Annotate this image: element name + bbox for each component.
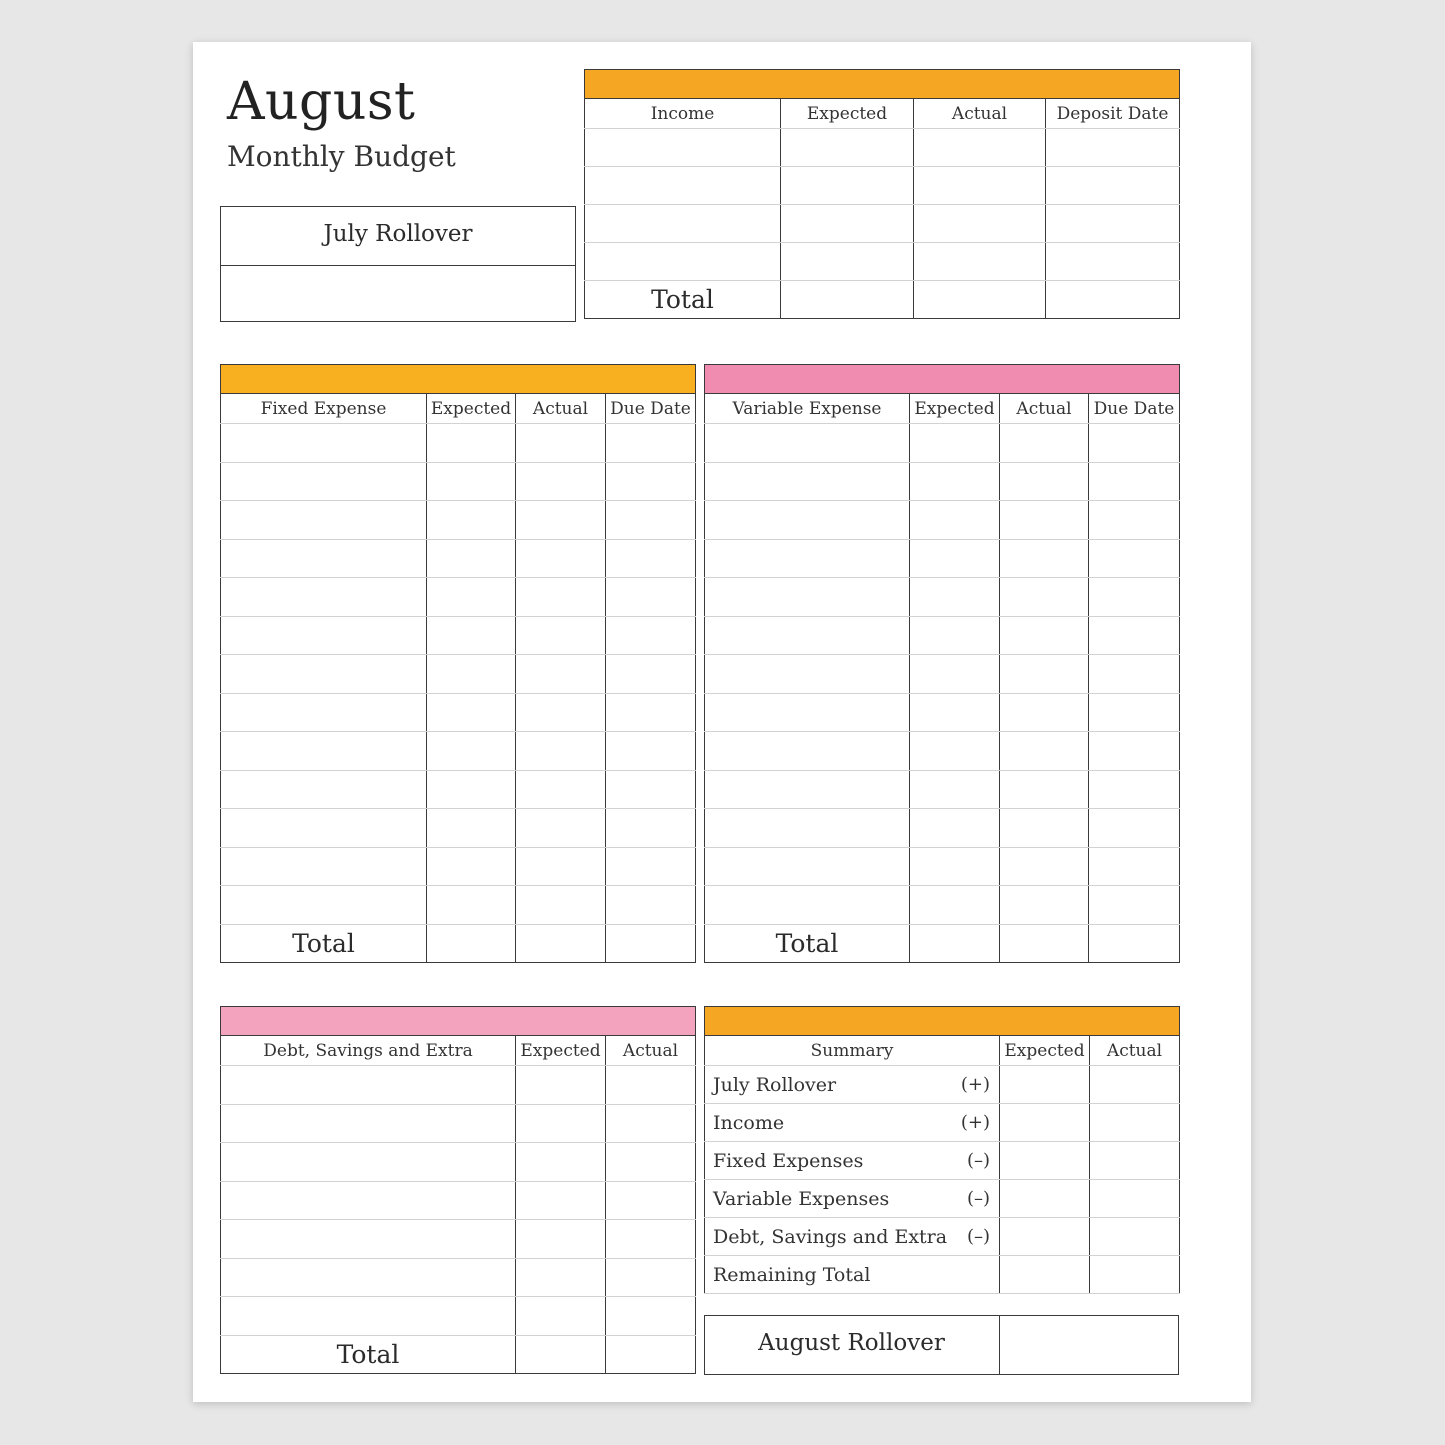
variable-cell[interactable] xyxy=(1089,501,1180,540)
variable-expense-table xyxy=(704,364,1180,963)
fixed-total-date[interactable] xyxy=(606,924,696,962)
table-row xyxy=(705,886,1180,925)
fixed-cell[interactable] xyxy=(516,809,606,848)
table-row xyxy=(221,1104,696,1143)
table-row xyxy=(221,886,696,925)
fixed-cell[interactable] xyxy=(221,578,427,617)
fixed-cell[interactable] xyxy=(221,847,427,886)
fixed-expense-table xyxy=(220,364,696,963)
fixed-col-expected: Expected xyxy=(427,394,516,424)
summary-cell[interactable] xyxy=(1000,1066,1090,1104)
fixed-cell[interactable] xyxy=(221,655,427,694)
summary-row-label: Fixed Expenses xyxy=(713,1149,864,1172)
variable-cell[interactable] xyxy=(910,809,1000,848)
variable-cell[interactable] xyxy=(1000,770,1089,809)
variable-cell[interactable] xyxy=(1089,732,1180,771)
variable-cell[interactable] xyxy=(705,809,910,848)
debt-cell[interactable] xyxy=(516,1258,606,1297)
august-rollover-value[interactable] xyxy=(1001,1316,1178,1374)
summary-row-label: Debt, Savings and Extra xyxy=(713,1225,948,1248)
fixed-cell[interactable] xyxy=(516,462,606,501)
income-col-actual: Actual xyxy=(914,99,1046,129)
variable-cell[interactable] xyxy=(1000,424,1089,463)
income-cell[interactable] xyxy=(781,243,914,281)
fixed-cell[interactable] xyxy=(606,693,696,732)
summary-cell[interactable] xyxy=(1000,1256,1090,1294)
debt-cell[interactable] xyxy=(606,1258,696,1297)
debt-col-item: Debt, Savings and Extra xyxy=(221,1036,516,1066)
summary-table xyxy=(704,1006,1180,1294)
fixed-cell[interactable] xyxy=(606,539,696,578)
summary-cell[interactable] xyxy=(1090,1180,1180,1218)
debt-cell[interactable] xyxy=(221,1066,516,1105)
fixed-cell[interactable] xyxy=(427,732,516,771)
fixed-cell[interactable] xyxy=(221,539,427,578)
income-total-actual[interactable] xyxy=(914,281,1046,319)
variable-cell[interactable] xyxy=(705,462,910,501)
income-color-bar xyxy=(585,70,1180,99)
income-cell[interactable] xyxy=(585,243,781,281)
variable-cell[interactable] xyxy=(1089,539,1180,578)
variable-cell[interactable] xyxy=(1089,578,1180,617)
fixed-total-actual[interactable] xyxy=(516,924,606,962)
fixed-cell[interactable] xyxy=(606,770,696,809)
fixed-cell[interactable] xyxy=(221,886,427,925)
fixed-cell[interactable] xyxy=(221,462,427,501)
fixed-cell[interactable] xyxy=(427,616,516,655)
variable-cell[interactable] xyxy=(1000,616,1089,655)
minus-sign: (–) xyxy=(966,1149,990,1171)
table-row xyxy=(705,539,1180,578)
table-row xyxy=(705,732,1180,771)
variable-cell[interactable] xyxy=(705,501,910,540)
fixed-col-expense: Fixed Expense xyxy=(221,394,427,424)
income-cell[interactable] xyxy=(914,243,1046,281)
income-cell[interactable] xyxy=(914,129,1046,167)
table-row xyxy=(705,501,1180,540)
variable-cell[interactable] xyxy=(1000,578,1089,617)
summary-row-remaining-total xyxy=(705,1256,1180,1294)
summary-cell[interactable] xyxy=(1000,1218,1090,1256)
table-row xyxy=(221,1066,696,1105)
variable-cell[interactable] xyxy=(705,770,910,809)
table-row xyxy=(221,770,696,809)
income-cell[interactable] xyxy=(585,129,781,167)
variable-cell[interactable] xyxy=(705,732,910,771)
fixed-cell[interactable] xyxy=(606,462,696,501)
summary-color-bar xyxy=(705,1007,1180,1036)
variable-cell[interactable] xyxy=(1000,809,1089,848)
summary-row-label: Income xyxy=(713,1111,785,1134)
summary-cell[interactable] xyxy=(1000,1142,1090,1180)
fixed-cell[interactable] xyxy=(427,539,516,578)
fixed-cell[interactable] xyxy=(427,501,516,540)
debt-cell[interactable] xyxy=(516,1066,606,1105)
fixed-col-due-date: Due Date xyxy=(606,394,696,424)
summary-row-variable-expenses xyxy=(705,1180,1180,1218)
variable-cell[interactable] xyxy=(705,693,910,732)
plus-sign: (+) xyxy=(960,1073,990,1095)
fixed-cell[interactable] xyxy=(427,770,516,809)
fixed-cell[interactable] xyxy=(427,655,516,694)
variable-cell[interactable] xyxy=(1000,847,1089,886)
summary-row-label: July Rollover xyxy=(713,1073,837,1096)
variable-cell[interactable] xyxy=(910,424,1000,463)
fixed-col-actual: Actual xyxy=(516,394,606,424)
income-cell[interactable] xyxy=(914,205,1046,243)
debt-cell[interactable] xyxy=(606,1297,696,1336)
summary-cell[interactable] xyxy=(1090,1104,1180,1142)
minus-sign: (–) xyxy=(966,1225,990,1247)
variable-cell[interactable] xyxy=(910,539,1000,578)
table-row xyxy=(705,462,1180,501)
variable-cell[interactable] xyxy=(910,770,1000,809)
income-col-expected: Expected xyxy=(781,99,914,129)
debt-cell[interactable] xyxy=(221,1104,516,1143)
income-total-date[interactable] xyxy=(1046,281,1180,319)
table-row xyxy=(221,693,696,732)
fixed-cell[interactable] xyxy=(516,847,606,886)
debt-cell[interactable] xyxy=(606,1220,696,1259)
fixed-cell[interactable] xyxy=(606,501,696,540)
variable-col-expense: Variable Expense xyxy=(705,394,910,424)
variable-cell[interactable] xyxy=(705,655,910,694)
debt-cell[interactable] xyxy=(221,1220,516,1259)
income-cell[interactable] xyxy=(781,129,914,167)
variable-cell[interactable] xyxy=(1000,732,1089,771)
summary-cell[interactable] xyxy=(1090,1066,1180,1104)
variable-cell[interactable] xyxy=(1089,693,1180,732)
table-row xyxy=(221,1258,696,1297)
debt-cell[interactable] xyxy=(516,1104,606,1143)
summary-col-actual: Actual xyxy=(1090,1036,1180,1066)
income-cell[interactable] xyxy=(781,205,914,243)
table-row xyxy=(221,462,696,501)
table-row xyxy=(221,847,696,886)
summary-row-income xyxy=(705,1104,1180,1142)
variable-cell[interactable] xyxy=(705,886,910,925)
fixed-cell[interactable] xyxy=(427,693,516,732)
debt-total-actual[interactable] xyxy=(606,1335,696,1373)
fixed-cell[interactable] xyxy=(516,886,606,925)
variable-total-actual[interactable] xyxy=(1000,924,1089,962)
fixed-cell[interactable] xyxy=(606,578,696,617)
summary-cell[interactable] xyxy=(1090,1142,1180,1180)
fixed-cell[interactable] xyxy=(606,847,696,886)
variable-cell[interactable] xyxy=(910,501,1000,540)
variable-cell[interactable] xyxy=(910,462,1000,501)
variable-cell[interactable] xyxy=(1000,462,1089,501)
debt-col-expected: Expected xyxy=(516,1036,606,1066)
fixed-cell[interactable] xyxy=(516,655,606,694)
summary-cell[interactable] xyxy=(1000,1180,1090,1218)
income-cell[interactable] xyxy=(1046,243,1180,281)
debt-total-label: Total xyxy=(221,1335,516,1373)
fixed-cell[interactable] xyxy=(516,693,606,732)
summary-cell[interactable] xyxy=(1090,1256,1180,1294)
table-row xyxy=(221,732,696,771)
table-row xyxy=(221,616,696,655)
debt-cell[interactable] xyxy=(516,1181,606,1220)
debt-cell[interactable] xyxy=(516,1143,606,1182)
fixed-cell[interactable] xyxy=(516,732,606,771)
income-total-label: Total xyxy=(585,281,781,319)
table-row xyxy=(221,809,696,848)
august-rollover-divider xyxy=(999,1316,1000,1374)
fixed-cell[interactable] xyxy=(221,732,427,771)
income-col-income: Income xyxy=(585,99,781,129)
variable-cell[interactable] xyxy=(1000,886,1089,925)
table-row xyxy=(705,847,1180,886)
fixed-color-bar xyxy=(221,365,696,394)
income-cell[interactable] xyxy=(1046,129,1180,167)
table-row xyxy=(705,770,1180,809)
august-rollover-box xyxy=(704,1315,1179,1375)
table-row xyxy=(705,655,1180,694)
debt-cell[interactable] xyxy=(606,1143,696,1182)
variable-total-expected[interactable] xyxy=(910,924,1000,962)
variable-cell[interactable] xyxy=(1000,501,1089,540)
variable-cell[interactable] xyxy=(910,578,1000,617)
table-row xyxy=(221,501,696,540)
july-rollover-divider xyxy=(221,265,575,266)
variable-total-date[interactable] xyxy=(1089,924,1180,962)
page-title: August xyxy=(227,72,416,132)
income-cell[interactable] xyxy=(1046,167,1180,205)
table-row xyxy=(585,205,1180,243)
page-subtitle: Monthly Budget xyxy=(227,140,456,173)
variable-cell[interactable] xyxy=(1089,809,1180,848)
fixed-cell[interactable] xyxy=(221,770,427,809)
remaining-total-label: Remaining Total xyxy=(705,1256,1000,1294)
variable-cell[interactable] xyxy=(910,886,1000,925)
variable-cell[interactable] xyxy=(1000,539,1089,578)
table-row xyxy=(221,1220,696,1259)
income-total-expected[interactable] xyxy=(781,281,914,319)
income-cell[interactable] xyxy=(781,167,914,205)
fixed-cell[interactable] xyxy=(427,886,516,925)
variable-cell[interactable] xyxy=(910,693,1000,732)
fixed-total-label: Total xyxy=(221,924,427,962)
debt-cell[interactable] xyxy=(221,1143,516,1182)
summary-cell[interactable] xyxy=(1090,1218,1180,1256)
variable-cell[interactable] xyxy=(1000,655,1089,694)
debt-color-bar xyxy=(221,1007,696,1036)
table-row xyxy=(585,167,1180,205)
table-row xyxy=(585,243,1180,281)
variable-cell[interactable] xyxy=(1000,693,1089,732)
debt-cell[interactable] xyxy=(516,1220,606,1259)
variable-cell[interactable] xyxy=(705,616,910,655)
fixed-cell[interactable] xyxy=(221,693,427,732)
table-row xyxy=(705,616,1180,655)
variable-col-expected: Expected xyxy=(910,394,1000,424)
income-cell[interactable] xyxy=(914,167,1046,205)
fixed-cell[interactable] xyxy=(427,847,516,886)
summary-row-label: Variable Expenses xyxy=(713,1187,890,1210)
income-cell[interactable] xyxy=(585,205,781,243)
minus-sign: (–) xyxy=(966,1187,990,1209)
fixed-cell[interactable] xyxy=(516,616,606,655)
table-row xyxy=(221,655,696,694)
variable-cell[interactable] xyxy=(1089,847,1180,886)
fixed-cell[interactable] xyxy=(516,770,606,809)
debt-cell[interactable] xyxy=(221,1181,516,1220)
fixed-cell[interactable] xyxy=(606,655,696,694)
debt-cell[interactable] xyxy=(606,1181,696,1220)
fixed-cell[interactable] xyxy=(516,539,606,578)
variable-cell[interactable] xyxy=(1089,462,1180,501)
july-rollover-value[interactable] xyxy=(221,267,575,321)
income-cell[interactable] xyxy=(585,167,781,205)
variable-cell[interactable] xyxy=(1089,770,1180,809)
fixed-cell[interactable] xyxy=(606,886,696,925)
fixed-cell[interactable] xyxy=(427,809,516,848)
income-col-deposit-date: Deposit Date xyxy=(1046,99,1180,129)
table-row xyxy=(221,424,696,463)
debt-cell[interactable] xyxy=(516,1297,606,1336)
table-row xyxy=(705,424,1180,463)
debt-col-actual: Actual xyxy=(606,1036,696,1066)
variable-cell[interactable] xyxy=(910,655,1000,694)
summary-row-july-rollover xyxy=(705,1066,1180,1104)
july-rollover-box xyxy=(220,206,576,322)
july-rollover-label: July Rollover xyxy=(323,221,473,247)
debt-cell[interactable] xyxy=(606,1104,696,1143)
variable-col-due-date: Due Date xyxy=(1089,394,1180,424)
variable-col-actual: Actual xyxy=(1000,394,1089,424)
summary-col-expected: Expected xyxy=(1000,1036,1090,1066)
variable-cell[interactable] xyxy=(910,732,1000,771)
table-row xyxy=(221,578,696,617)
fixed-cell[interactable] xyxy=(516,424,606,463)
variable-cell[interactable] xyxy=(1089,655,1180,694)
august-rollover-label: August Rollover xyxy=(758,1330,945,1356)
table-row xyxy=(221,1143,696,1182)
debt-cell[interactable] xyxy=(606,1066,696,1105)
fixed-cell[interactable] xyxy=(427,424,516,463)
fixed-cell[interactable] xyxy=(221,809,427,848)
variable-cell[interactable] xyxy=(1089,616,1180,655)
fixed-cell[interactable] xyxy=(427,462,516,501)
fixed-cell[interactable] xyxy=(221,501,427,540)
variable-cell[interactable] xyxy=(910,847,1000,886)
fixed-cell[interactable] xyxy=(221,616,427,655)
fixed-cell[interactable] xyxy=(516,578,606,617)
variable-cell[interactable] xyxy=(705,539,910,578)
fixed-cell[interactable] xyxy=(606,732,696,771)
income-cell[interactable] xyxy=(1046,205,1180,243)
summary-row-debt-savings xyxy=(705,1218,1180,1256)
variable-cell[interactable] xyxy=(705,578,910,617)
table-row xyxy=(221,1297,696,1336)
fixed-cell[interactable] xyxy=(606,616,696,655)
table-row xyxy=(705,693,1180,732)
summary-col-label: Summary xyxy=(705,1036,1000,1066)
fixed-cell[interactable] xyxy=(516,501,606,540)
summary-row-fixed-expenses xyxy=(705,1142,1180,1180)
variable-total-label: Total xyxy=(705,924,910,962)
debt-savings-table xyxy=(220,1006,696,1374)
fixed-cell[interactable] xyxy=(221,424,427,463)
fixed-total-expected[interactable] xyxy=(427,924,516,962)
variable-cell[interactable] xyxy=(705,424,910,463)
variable-cell[interactable] xyxy=(1089,424,1180,463)
table-row xyxy=(221,1181,696,1220)
debt-total-expected[interactable] xyxy=(516,1335,606,1373)
fixed-cell[interactable] xyxy=(606,809,696,848)
debt-cell[interactable] xyxy=(221,1297,516,1336)
table-row xyxy=(705,809,1180,848)
variable-cell[interactable] xyxy=(1089,886,1180,925)
variable-cell[interactable] xyxy=(705,847,910,886)
fixed-cell[interactable] xyxy=(606,424,696,463)
table-row xyxy=(585,129,1180,167)
table-row xyxy=(221,539,696,578)
fixed-cell[interactable] xyxy=(427,578,516,617)
debt-cell[interactable] xyxy=(221,1258,516,1297)
plus-sign: (+) xyxy=(960,1111,990,1133)
summary-cell[interactable] xyxy=(1000,1104,1090,1142)
table-row xyxy=(705,578,1180,617)
variable-cell[interactable] xyxy=(910,616,1000,655)
income-table xyxy=(584,69,1180,319)
variable-color-bar xyxy=(705,365,1180,394)
